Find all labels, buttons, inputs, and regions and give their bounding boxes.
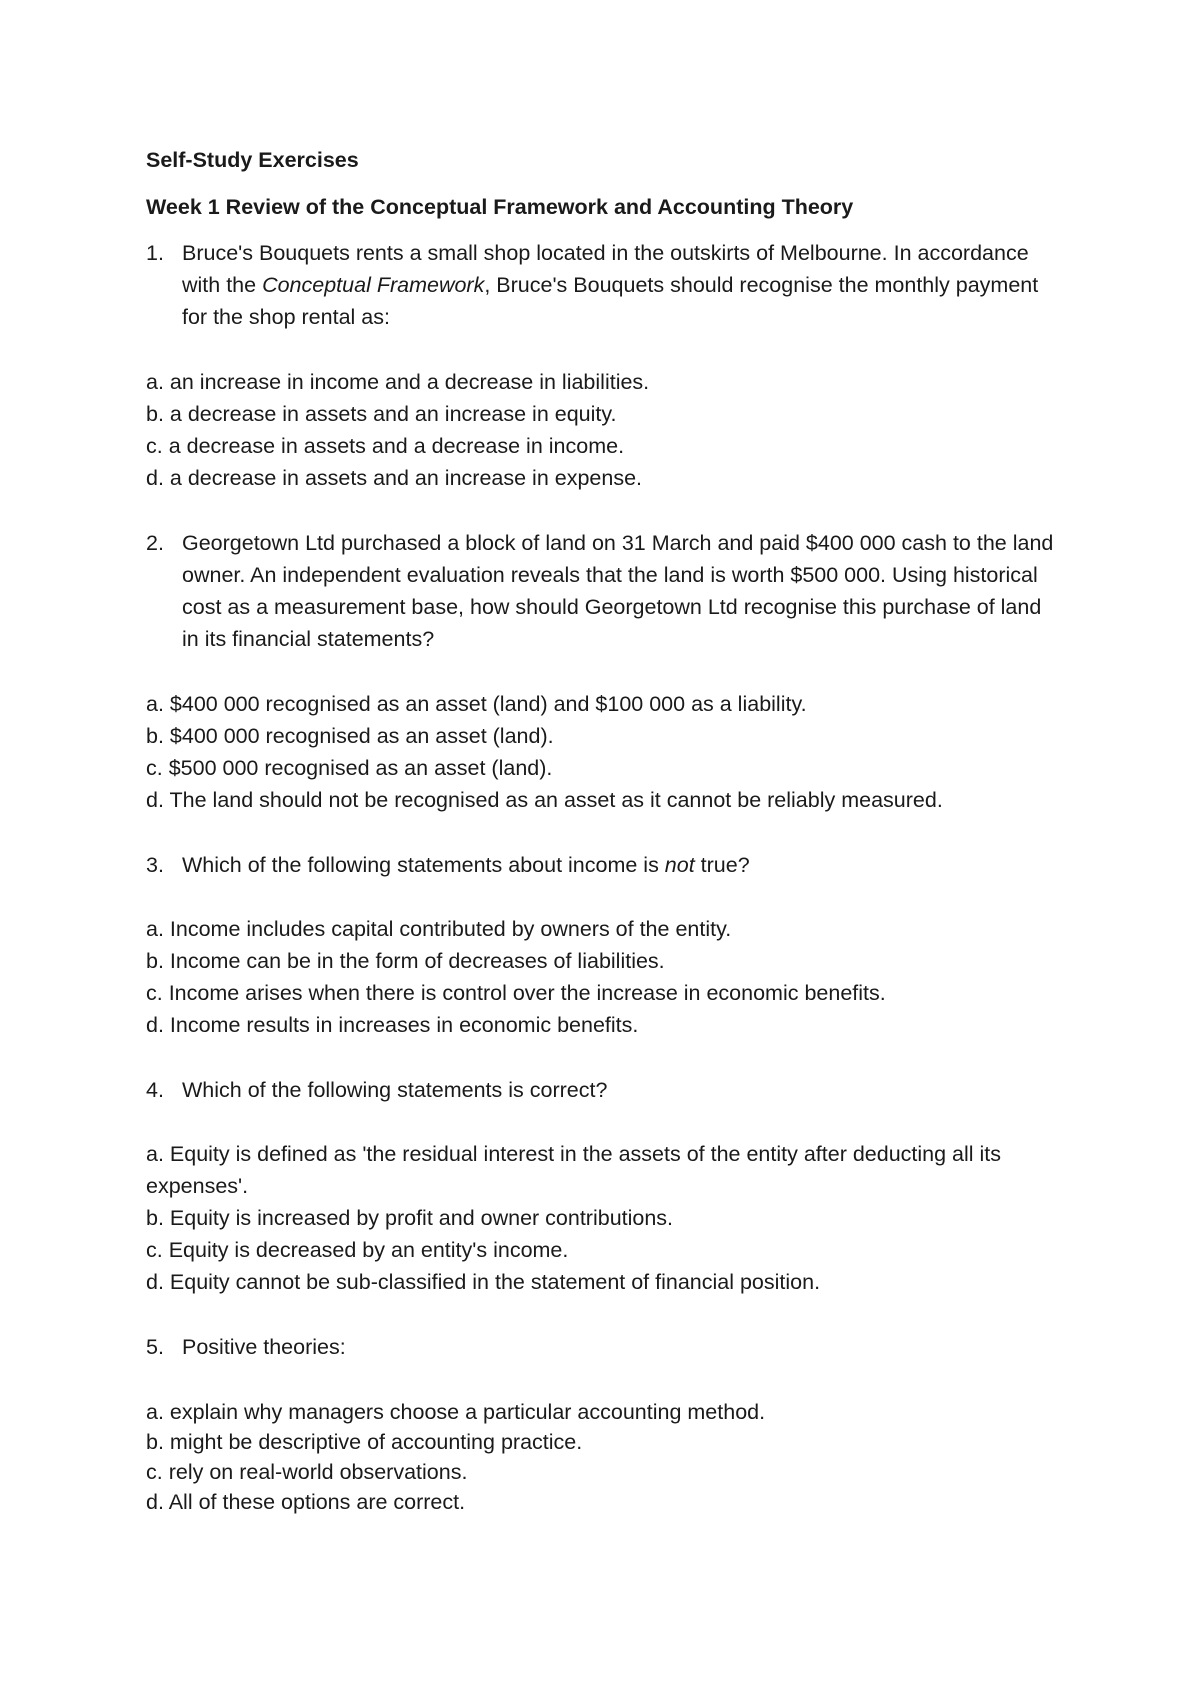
option-c: c. $500 000 recognised as an asset (land). bbox=[146, 756, 553, 780]
question-3-italic-term: not bbox=[664, 853, 695, 877]
option-c: c. a decrease in assets and a decrease in income. bbox=[146, 434, 625, 458]
option-a: a. an increase in income and a decrease in liabilities. bbox=[146, 370, 650, 394]
question-1-number: 1. bbox=[146, 241, 164, 265]
question-5-options bbox=[146, 1397, 1086, 1517]
option-b: b. $400 000 recognised as an asset (land). bbox=[146, 724, 554, 748]
question-5-text: Positive theories: bbox=[182, 1335, 346, 1359]
option-d: d. Income results in increases in economic benefits. bbox=[146, 1013, 639, 1037]
question-1-italic-term: Conceptual Framework bbox=[262, 273, 485, 297]
question-3-text-part: Which of the following statements about income is bbox=[182, 853, 665, 877]
question-1-options bbox=[146, 366, 1086, 494]
question-4-number: 4. bbox=[146, 1078, 164, 1102]
document-title: Self-Study Exercises bbox=[146, 148, 359, 172]
option-b: b. Income can be in the form of decreases of liabilities. bbox=[146, 949, 665, 973]
question-5-number: 5. bbox=[146, 1335, 164, 1359]
option-b: b. might be descriptive of accounting practice. bbox=[146, 1430, 583, 1454]
week-heading: Week 1 Review of the Conceptual Framework and Accounting Theory bbox=[146, 195, 854, 219]
option-d: d. Equity cannot be sub-classified in the statement of financial position. bbox=[146, 1270, 821, 1294]
option-a: a. Equity is defined as 'the residual interest in the assets of the entity after deducting all its expenses'. bbox=[146, 1142, 1002, 1198]
question-4-options bbox=[146, 1138, 1086, 1298]
question-1-text bbox=[182, 237, 1062, 333]
question-3-options bbox=[146, 913, 1086, 1041]
question-2-options bbox=[146, 688, 1086, 816]
option-c: c. rely on real-world observations. bbox=[146, 1460, 468, 1484]
question-2-text: Georgetown Ltd purchased a block of land on 31 March and paid $400 000 cash to the land owner. An independent evaluation reveals that the land is worth $500 000. Using historical cost as a measurement base, how should Georgetown Ltd recognise this purchase of land in its financial statements? bbox=[182, 531, 1054, 651]
question-1-text-part: Bruce's Bouquets rents a small shop located in the outskirts of Melbourne. In accordance with the bbox=[182, 241, 1029, 297]
option-b: b. Equity is increased by profit and owner contributions. bbox=[146, 1206, 674, 1230]
option-a: a. $400 000 recognised as an asset (land) and $100 000 as a liability. bbox=[146, 692, 807, 716]
option-c: c. Equity is decreased by an entity's income. bbox=[146, 1238, 569, 1262]
option-a: a. Income includes capital contributed by owners of the entity. bbox=[146, 917, 732, 941]
option-d: d. a decrease in assets and an increase in expense. bbox=[146, 466, 643, 490]
question-3-number: 3. bbox=[146, 853, 164, 877]
option-d: d. The land should not be recognised as an asset as it cannot be reliably measured. bbox=[146, 788, 943, 812]
option-d: d. All of these options are correct. bbox=[146, 1490, 466, 1514]
question-2-number: 2. bbox=[146, 531, 164, 555]
question-4-text: Which of the following statements is correct? bbox=[182, 1078, 608, 1102]
question-3-text bbox=[182, 849, 1062, 881]
option-b: b. a decrease in assets and an increase in equity. bbox=[146, 402, 617, 426]
question-3-text-part: true? bbox=[694, 853, 750, 877]
question-1-text-part: , Bruce's Bouquets should recognise the monthly payment for the shop rental as: bbox=[182, 273, 1039, 329]
option-c: c. Income arises when there is control over the increase in economic benefits. bbox=[146, 981, 886, 1005]
option-a: a. explain why managers choose a particular accounting method. bbox=[146, 1400, 766, 1424]
